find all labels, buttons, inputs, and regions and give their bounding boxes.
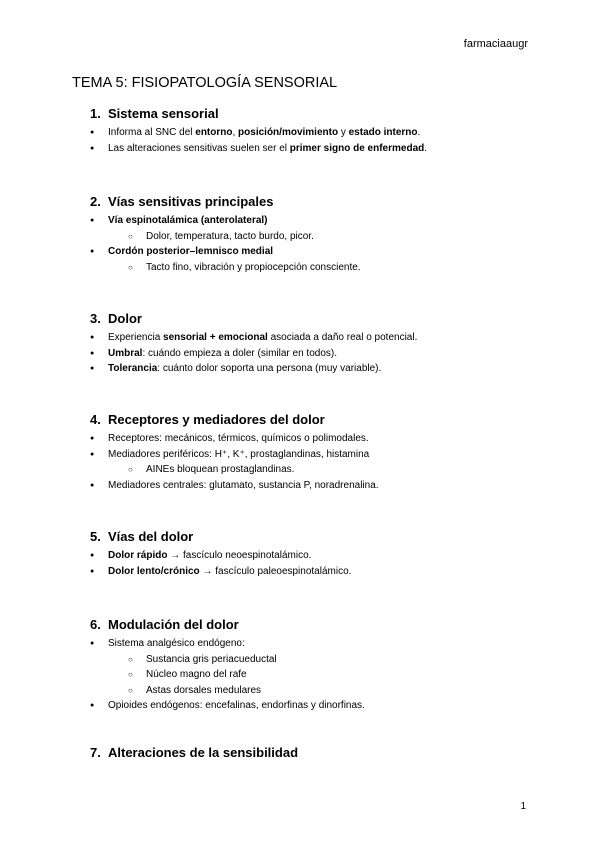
sub-list-item: ○ Sustancia gris periacueductal <box>90 652 550 668</box>
section-title: Alteraciones de la sensibilidad <box>108 745 299 760</box>
list-item: ● Mediadores periféricos: H⁺, K⁺, prostaglandinas, histamina <box>90 447 550 463</box>
sub-list-item: ○ Astas dorsales medulares <box>90 683 550 699</box>
page-title: TEMA 5: FISIOPATOLOGÍA SENSORIAL <box>72 75 338 91</box>
sub-list-item: ○ Núcleo magno del rafe <box>90 667 550 683</box>
section-heading <box>90 617 550 632</box>
section-number: 3. <box>90 311 101 326</box>
bullet-list <box>90 213 550 275</box>
section-title: Receptores y mediadores del dolor <box>108 412 325 427</box>
list-item: ● Receptores: mecánicos, térmicos, químicos o polimodales. <box>90 431 550 447</box>
list-item: ● Dolor rápido → fascículo neoespinotalámico. <box>90 548 550 564</box>
section-title: Vías sensitivas principales <box>108 194 274 209</box>
section-number: 5. <box>90 529 101 544</box>
list-item: ● Opioides endógenos: encefalinas, endorfinas y dinorfinas. <box>90 698 550 714</box>
section-heading <box>90 745 550 760</box>
list-item: ● Umbral: cuándo empieza a doler (similar en todos). <box>90 346 550 362</box>
section-title: Vías del dolor <box>108 529 194 544</box>
section-number: 7. <box>90 745 101 760</box>
section-number: 2. <box>90 194 101 209</box>
list-item: ● Informa al SNC del entorno, posición/movimiento y estado interno. <box>90 125 550 141</box>
list-item: ● Las alteraciones sensitivas suelen ser el primer signo de enfermedad. <box>90 141 550 157</box>
section-receptores-mediadores <box>90 412 550 493</box>
bullet-list <box>90 636 550 714</box>
section-number: 1. <box>90 106 101 121</box>
header-site-name: farmaciaaugr <box>463 38 528 50</box>
list-item: ● Dolor lento/crónico → fascículo paleoespinotalámico. <box>90 564 550 580</box>
section-heading <box>90 412 550 427</box>
section-vias-sensitivas <box>90 194 550 275</box>
section-number: 6. <box>90 617 101 632</box>
section-title: Dolor <box>108 311 142 326</box>
section-heading <box>90 311 550 326</box>
sub-list-item: ○ AINEs bloquean prostaglandinas. <box>90 462 550 478</box>
list-item: ● Cordón posterior–lemnisco medial <box>90 244 550 260</box>
section-title: Modulación del dolor <box>108 617 239 632</box>
section-heading <box>90 106 550 121</box>
bullet-list <box>90 548 550 579</box>
section-title: Sistema sensorial <box>108 106 219 121</box>
section-modulacion-dolor <box>90 617 550 714</box>
sub-list-item: ○ Tacto fino, vibración y propiocepción consciente. <box>90 260 550 276</box>
page-number: 1 <box>520 801 526 812</box>
sub-list-item: ○ Dolor, temperatura, tacto burdo, picor. <box>90 229 550 245</box>
bullet-list <box>90 431 550 493</box>
list-item: ● Mediadores centrales: glutamato, sustancia P, noradrenalina. <box>90 478 550 494</box>
section-vias-dolor <box>90 529 550 579</box>
section-heading <box>90 194 550 209</box>
section-alteraciones-sensibilidad <box>90 745 550 764</box>
section-sistema-sensorial <box>90 106 550 156</box>
bullet-list <box>90 125 550 156</box>
list-item: ● Tolerancia: cuánto dolor soporta una persona (muy variable). <box>90 361 550 377</box>
section-number: 4. <box>90 412 101 427</box>
section-heading <box>90 529 550 544</box>
list-item: ● Sistema analgésico endógeno: <box>90 636 550 652</box>
list-item: ● Vía espinotalámica (anterolateral) <box>90 213 550 229</box>
list-item: ● Experiencia sensorial + emocional asociada a daño real o potencial. <box>90 330 550 346</box>
bullet-list <box>90 330 550 377</box>
section-dolor <box>90 311 550 377</box>
